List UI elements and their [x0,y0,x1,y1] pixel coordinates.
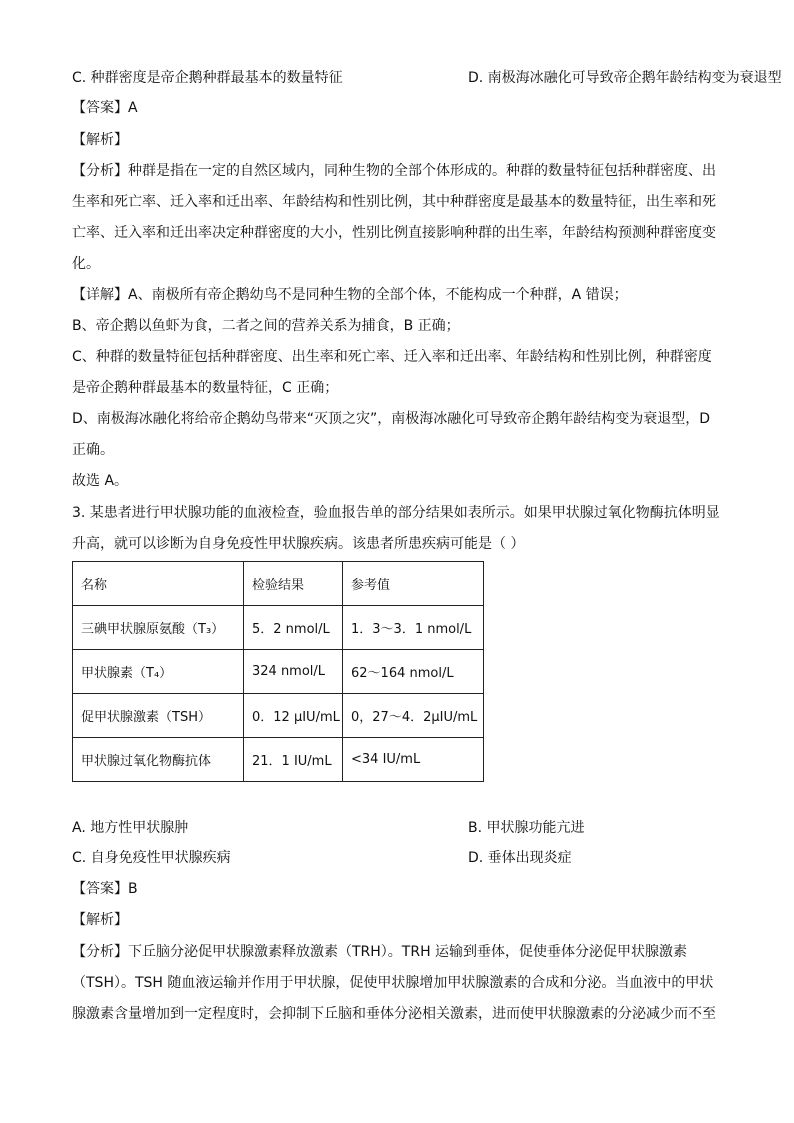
table-cell: 62～164 nmol/L [343,650,484,694]
table-cell: 促甲状腺激素（TSH） [73,694,244,738]
q2-answer: 【答案】A [72,100,138,116]
table-row [73,694,484,738]
q2-detail-line: D、南极海冰融化将给帝企鹅幼鸟带来“灭顶之灾”，南极海冰融化可导致帝企鹅年龄结构变为衰退型，D [72,411,711,427]
lab-report-table [72,561,484,782]
table-header-row [73,562,484,606]
q3-answer: 【答案】B [72,881,138,897]
q2-analysis-title: 【解析】 [72,132,128,148]
q3-analysis-line: 腺激素含量增加到一定程度时，会抑制下丘脑和垂体分泌相关激素，进而使甲状腺激素的分泌减少而不至 [72,1006,716,1022]
option-d-text: D. 南极海冰融化可导致帝企鹅年龄结构变为衰退型 [468,70,782,86]
table-row [73,738,484,782]
option-c-text: C. 种群密度是帝企鹅种群最基本的数量特征 [72,70,343,86]
table-row [73,606,484,650]
table-cell: 0，27～4．2μIU/mL [343,694,484,738]
q2-analysis-line: 化。 [72,256,100,272]
table-cell: 甲状腺过氧化物酶抗体 [73,738,244,782]
q2-analysis-line: 生率和死亡率、迁入率和迁出率、年龄结构和性别比例，其中种群密度是最基本的数量特征，出生率和死 [72,194,716,210]
option-b-text: B. 甲状腺功能亢进 [468,820,585,836]
table-cell: 324 nmol/L [244,650,343,694]
option-d-text: D. 垂体出现炎症 [468,850,572,866]
q3-stem-line: 升高，就可以诊断为自身免疫性甲状腺疾病。该患者所患疾病可能是（ ） [72,536,525,552]
option-a-text: A. 地方性甲状腺肿 [72,820,189,836]
q2-analysis-line: 【分析】种群是指在一定的自然区域内，同种生物的全部个体形成的。种群的数量特征包括种群密度、出 [72,163,716,179]
table-cell: <34 IU/mL [343,738,484,782]
table-cell: 21．1 IU/mL [244,738,343,782]
q3-options-row-2 [72,848,722,868]
table-cell: 三碘甲状腺原氨酸（T₃） [73,606,244,650]
table-header-cell: 检验结果 [244,562,343,606]
table-cell: 1．3～3．1 nmol/L [343,606,484,650]
option-c-text: C. 自身免疫性甲状腺疾病 [72,850,231,866]
q3-stem-line: 3. 某患者进行甲状腺功能的血液检查，验血报告单的部分结果如表所示。如果甲状腺过氧化物酶抗体明显 [72,505,720,521]
q3-options-row-1 [72,818,722,838]
q2-analysis-line: 亡率、迁入率和迁出率决定种群密度的大小，性别比例直接影响种群的出生率，年龄结构预测种群密度变 [72,225,716,241]
q2-detail-line: 正确。 [72,442,114,458]
option-c-prev [72,68,782,88]
q3-analysis-title: 【解析】 [72,912,128,928]
q3-analysis-line: （TSH）。TSH 随血液运输并作用于甲状腺，促使甲状腺增加甲状腺激素的合成和分泌。当血液中的甲状 [72,975,714,991]
table-cell: 甲状腺素（T₄） [73,650,244,694]
q2-detail-line: 是帝企鹅种群最基本的数量特征，C 正确； [72,380,339,396]
table-cell: 0．12 μIU/mL [244,694,343,738]
q2-detail-line: B、帝企鹅以鱼虾为食，二者之间的营养关系为捕食，B 正确； [72,318,460,334]
table-row [73,650,484,694]
table-header-cell: 参考值 [343,562,484,606]
q2-detail-line: C、种群的数量特征包括种群密度、出生率和死亡率、迁入率和迁出率、年龄结构和性别比例，种群密度 [72,349,712,365]
table-header-cell: 名称 [73,562,244,606]
q2-detail-line: 【详解】A、南极所有帝企鹅幼鸟不是同种生物的全部个体，不能构成一个种群，A 错误； [72,287,628,303]
table-cell: 5．2 nmol/L [244,606,343,650]
q3-analysis-line: 【分析】下丘脑分泌促甲状腺激素释放激素（TRH）。TRH 运输到垂体，促使垂体分泌促甲状腺激素 [72,944,688,960]
q2-conclusion: 故选 A。 [72,473,129,489]
